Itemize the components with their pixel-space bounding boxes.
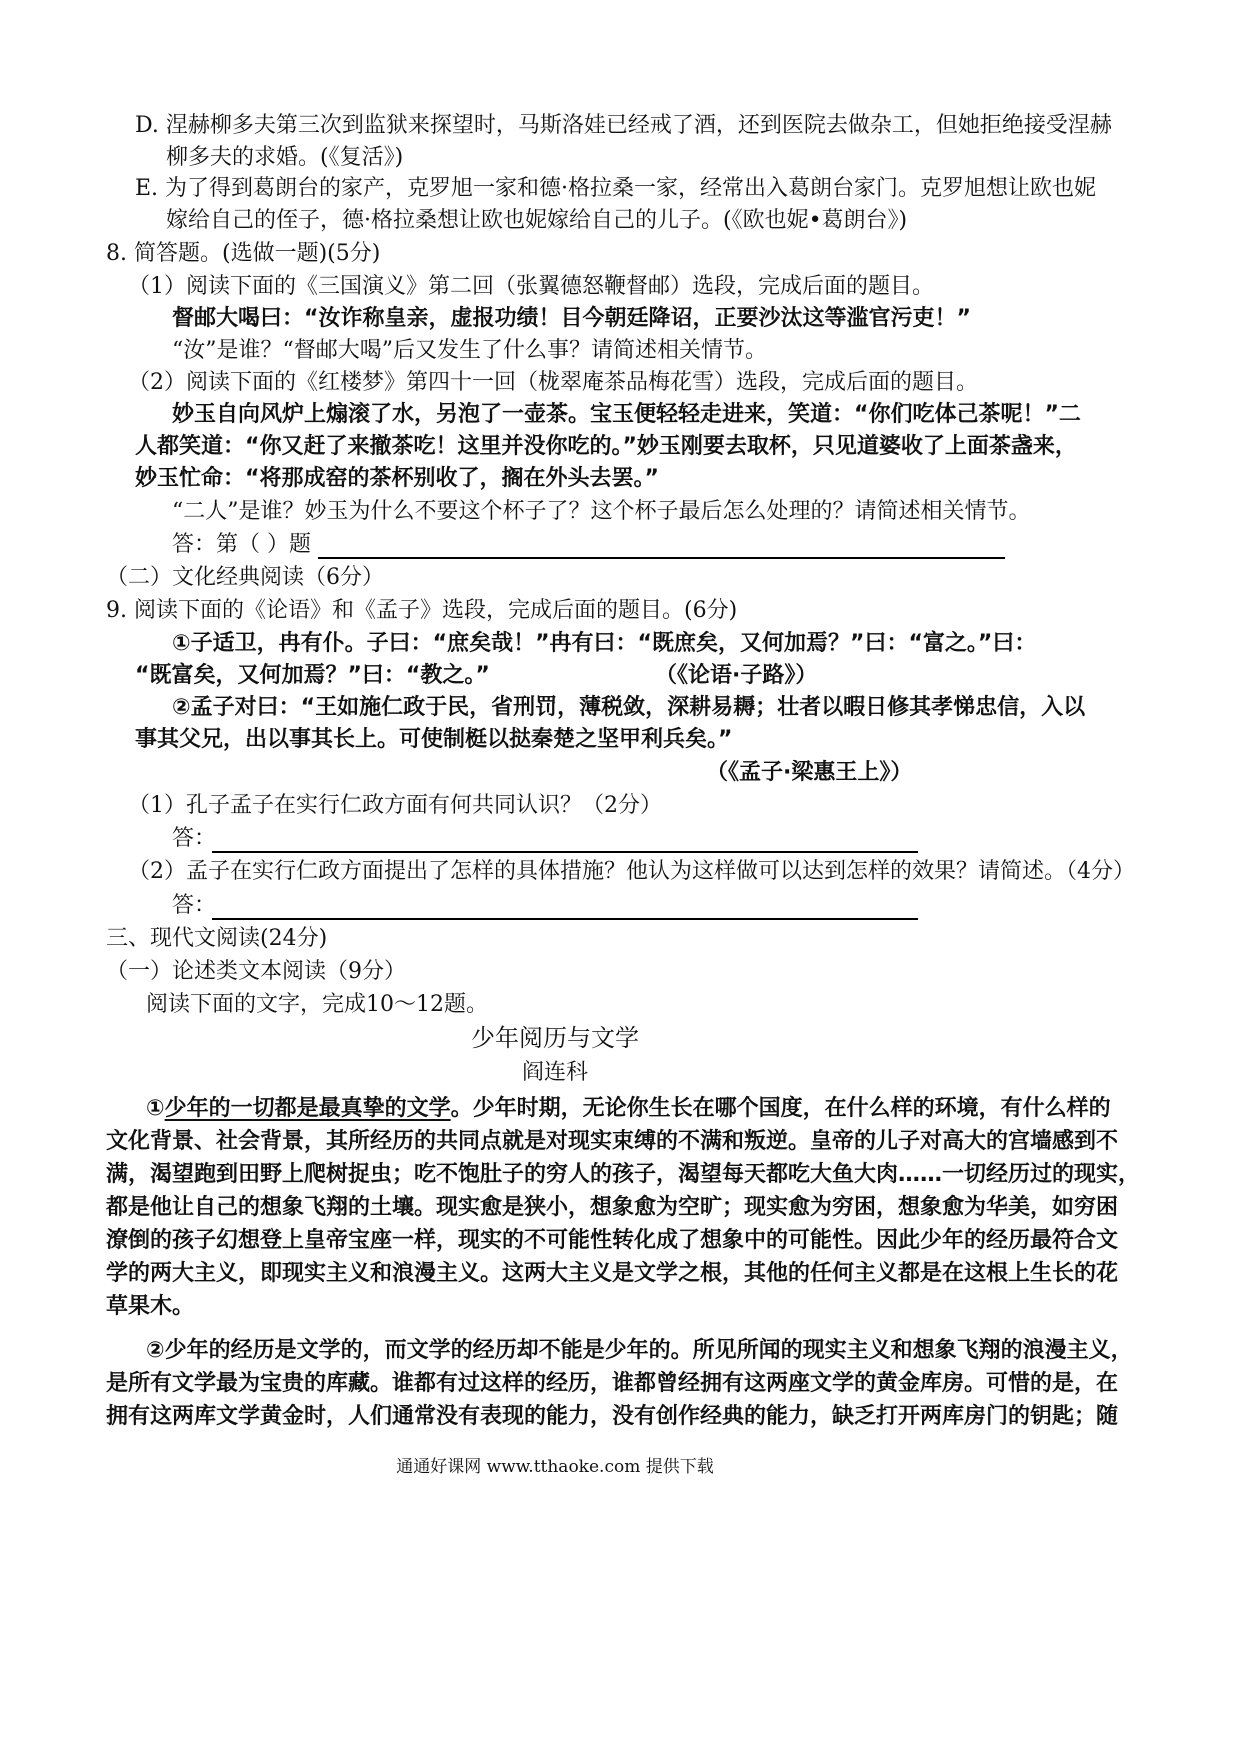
article-paragraph-2-line-3: 拥有这两库文学黄金时，人们通常没有表现的能力，没有创作经典的能力，缺乏打开两库房门的钥匙；随 [106, 1404, 1119, 1429]
article-paragraph-1-line-2: 文化背景、社会背景，其所经历的共同点就是对现实束缚的不满和叛逆。皇帝的儿子对高大的宫墙感到不 [106, 1129, 1119, 1154]
question-8-part-2-question: “二人”是谁？妙玉为什么不要这个杯子了？这个杯子最后怎么处理的？请简述相关情节。 [172, 499, 1031, 524]
answer-label-8: 答：第（ ）题 [172, 532, 311, 557]
article-paragraph-1-line-5: 潦倒的孩子幻想登上皇帝宝座一样，现实的不可能性转化成了想象中的可能性。因此少年的经历最符合文 [106, 1228, 1119, 1253]
article-paragraph-2-line-1: ②少年的经历是文学的，而文学的经历却不能是少年的。所见所闻的现实主义和想象飞翔的浪漫主义， [146, 1338, 1133, 1363]
analects-source: （《论语·子路》） [655, 663, 818, 688]
question-8-part-2-excerpt-line-3: 妙玉忙命：“将那成窑的茶杯别收了，搁在外头去罢。” [135, 466, 659, 491]
section-culture-classics-heading: （二）文化经典阅读（6分） [106, 565, 384, 590]
option-e-line-1: E. 为了得到葛朗台的家产，克罗旭一家和德·格拉桑一家，经常出入葛朗台家门。克罗旭想让欧也妮 [135, 176, 1097, 201]
option-d-line-2: 柳多夫的求婚。(《复活》) [166, 145, 404, 170]
article-paragraph-1-line-4: 都是他让自己的想象飞翔的土壤。现实愈是狭小，想象愈为空旷；现实愈为穷困，想象愈为华美，如穷困 [106, 1195, 1119, 1220]
question-9-part-1: （1）孔子孟子在实行仁政方面有何共同认识？（2分） [128, 793, 662, 818]
answer-line-8[interactable] [318, 557, 1005, 559]
answer-label-9-2: 答： [172, 893, 217, 918]
article-paragraph-1-line-1 [146, 1094, 1111, 1124]
question-8-part-2-excerpt-line-1: 妙玉自向风炉上煽滚了水，另泡了一壶茶。宝玉便轻轻走进来，笑道：“你们吃体己茶呢！”二 [172, 402, 1081, 427]
answer-line-9-2[interactable] [212, 918, 918, 920]
paragraph-1-line-1-rest: 。少年时期，无论你生长在哪个国度，在什么样的环境，有什么样的 [450, 1096, 1111, 1121]
question-8-part-1-question: “汝”是谁？“督邮大喝”后又发生了什么事？请简述相关情节。 [172, 338, 767, 363]
question-8-part-2-excerpt-line-2: 人都笑道：“你又赶了来撤茶吃！这里并没你吃的。”妙玉刚要去取杯，只见道婆收了上面茶盏来， [135, 434, 1077, 459]
reading-instruction: 阅读下面的文字，完成10～12题。 [146, 992, 488, 1017]
mencius-excerpt-line-1: ②孟子对曰：“王如施仁政于民，省刑罚，薄税敛，深耕易耨；壮者以暇日修其孝悌忠信，入以 [172, 695, 1086, 720]
analects-excerpt-line-2: “既富矣，又何加焉？”曰：“教之。” [135, 663, 490, 688]
option-e-line-2: 嫁给自己的侄子，德·格拉桑想让欧也妮嫁给自己的儿子。(《欧也妮•葛朗台》) [166, 208, 908, 233]
analects-excerpt-line-1: ①子适卫，冉有仆。子曰：“庶矣哉！”冉有曰：“既庶矣，又何加焉？”曰：“富之。”曰： [172, 631, 1037, 656]
question-9-part-2: （2）孟子在实行仁政方面提出了怎样的具体措施？他认为这样做可以达到怎样的效果？请简述。（4分） [128, 859, 1135, 884]
underlined-key-sentence: 少年的一切都是最真挚的文学 [164, 1096, 451, 1121]
answer-label-9-1: 答： [172, 826, 217, 851]
article-paragraph-1-line-7: 草果木。 [106, 1294, 195, 1319]
answer-line-9-1[interactable] [212, 851, 918, 853]
question-8-part-1-excerpt: 督邮大喝曰：“汝诈称皇亲，虚报功绩！目今朝廷降诏，正要沙汰这等滥官污吏！” [172, 306, 971, 331]
article-author: 阎连科 [521, 1060, 588, 1085]
section-3-heading: 三、现代文阅读(24分) [106, 926, 328, 951]
paragraph-1-number: ① [146, 1096, 165, 1121]
question-8-part-1-prompt: （1）阅读下面的《三国演义》第二回（张翼德怒鞭督邮）选段，完成后面的题目。 [128, 274, 934, 299]
question-9-heading: 9. 阅读下面的《论语》和《孟子》选段，完成后面的题目。(6分) [106, 598, 738, 623]
article-paragraph-1-line-6: 学的两大主义，即现实主义和浪漫主义。这两大主义是文学之根，其他的任何主义都是在这根上生长的花 [106, 1261, 1119, 1286]
mencius-source: （《孟子·梁惠王上》） [706, 760, 913, 785]
subsection-argumentative-heading: （一）论述类文本阅读（9分） [106, 959, 406, 984]
page-footer: 通通好课网 www.tthaoke.com 提供下载 [396, 1457, 714, 1477]
article-paragraph-1-line-3: 满，渴望跑到田野上爬树捉虫；吃不饱肚子的穷人的孩子，渴望每天都吃大鱼大肉……一切经历过的现实， [106, 1162, 1141, 1187]
question-8-heading: 8. 简答题。(选做一题)(5分) [106, 241, 381, 266]
article-paragraph-2-line-2: 是所有文学最为宝贵的库藏。谁都有过这样的经历，谁都曾经拥有这两座文学的黄金库房。可惜的是，在 [106, 1371, 1119, 1396]
mencius-excerpt-line-2: 事其父兄，出以事其长上。可使制梃以挞秦楚之坚甲利兵矣。” [135, 727, 733, 752]
article-title: 少年阅历与文学 [471, 1024, 639, 1052]
question-8-part-2-prompt: （2）阅读下面的《红楼梦》第四十一回（栊翠庵茶品梅花雪）选段，完成后面的题目。 [128, 370, 978, 395]
option-d-line-1: D. 涅赫柳多夫第三次到监狱来探望时，马斯洛娃已经戒了酒，还到医院去做杂工，但她拒绝接受涅赫 [135, 113, 1112, 138]
